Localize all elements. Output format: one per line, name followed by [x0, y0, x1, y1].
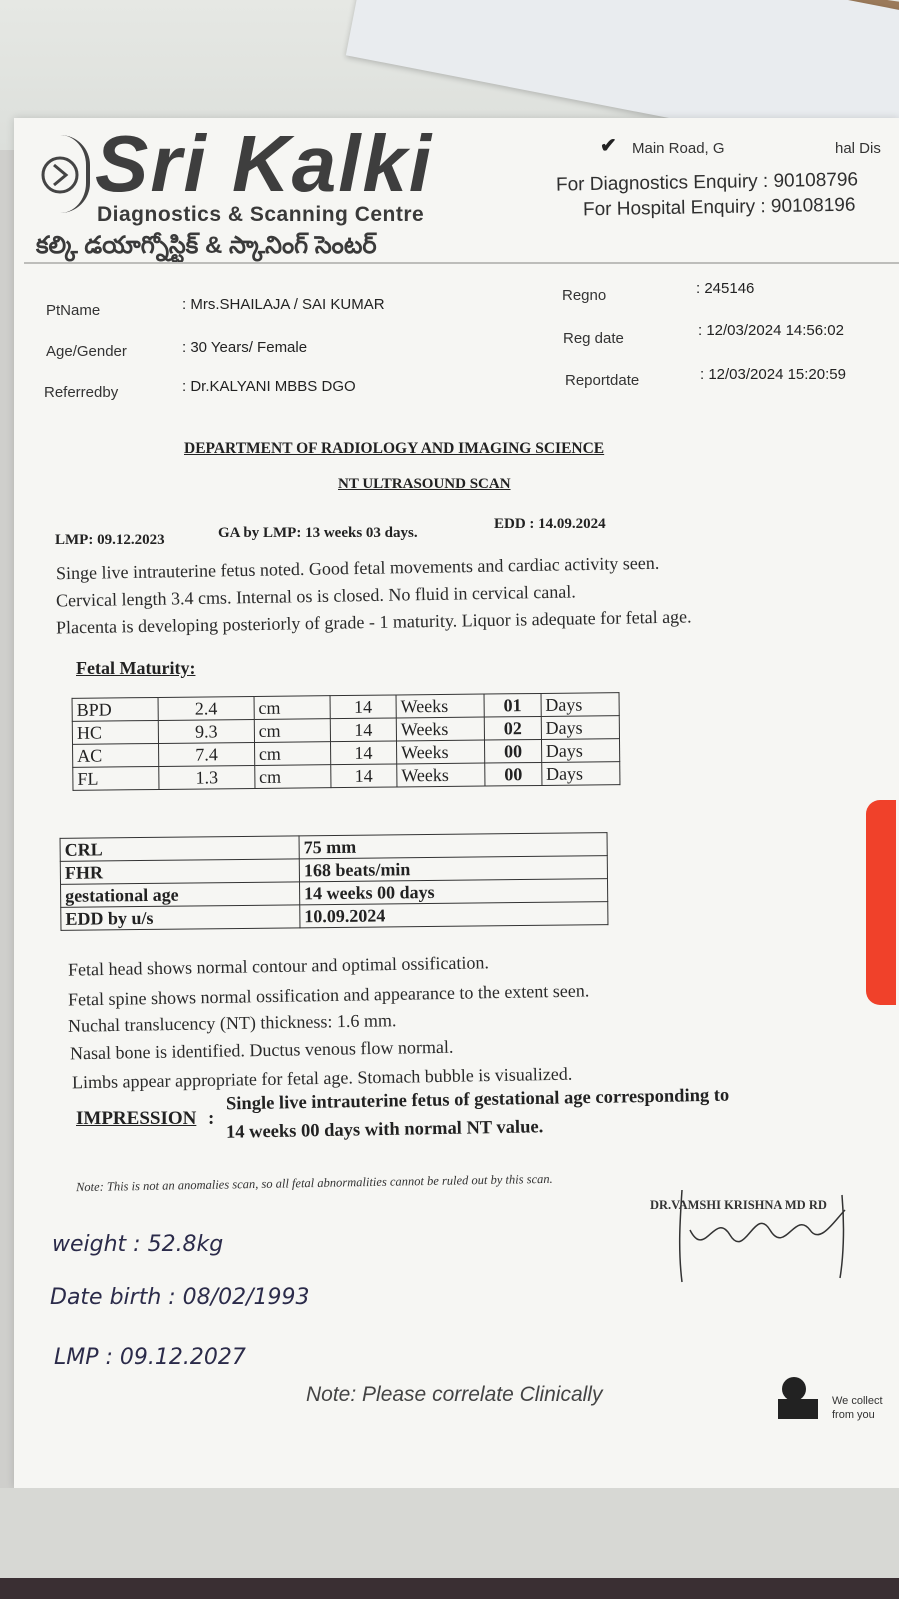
weeks-label-cell: Weeks	[397, 763, 486, 787]
impression-label: IMPRESSION	[76, 1108, 197, 1129]
age-value: : 30 Years/ Female	[182, 339, 308, 356]
brand-name: Sri Kalki	[95, 119, 434, 208]
disclaimer-note: Note: This is not an anomalies scan, so all fetal abnormalities cannot be ruled out by this scan.	[75, 1171, 553, 1195]
param-cell: HC	[72, 720, 158, 744]
department-title: DEPARTMENT OF RADIOLOGY AND IMAGING SCIENCE	[184, 440, 605, 457]
fetal-maturity-table	[72, 692, 621, 791]
collect-line-2: from you	[832, 1409, 875, 1421]
value-cell: 2.4	[158, 696, 254, 720]
biometry-table	[60, 832, 609, 931]
regdate-label: Reg date	[563, 330, 624, 347]
days-cell: 02	[485, 716, 542, 740]
days-cell: 01	[484, 693, 541, 717]
brand-logo-icon	[36, 135, 90, 213]
biometry-value: 75 mm	[299, 833, 607, 859]
observation-2: Fetal spine shows normal ossification and appearance to the extent seen.	[67, 980, 590, 1010]
weeks-cell: 14	[330, 718, 396, 742]
age-label: Age/Gender	[46, 343, 127, 360]
address-left: Main Road, G	[632, 140, 725, 157]
biometry-value: 14 weeks 00 days	[300, 879, 608, 905]
edd-value: EDD : 14.09.2024	[494, 516, 606, 532]
scan-title: NT ULTRASOUND SCAN	[338, 476, 511, 492]
address-right: hal Dis	[835, 140, 881, 157]
red-pen	[866, 800, 896, 1005]
days-cell: 00	[485, 762, 542, 786]
regno-label: Regno	[562, 287, 607, 304]
finding-1: Singe live intrauterine fetus noted. Good fetal movements and cardiac activity seen.	[55, 552, 660, 584]
reportdate-value: : 12/03/2024 15:20:59	[700, 366, 846, 383]
unit-cell: cm	[254, 742, 330, 766]
days-label-cell: Days	[541, 762, 620, 786]
fetal-maturity-title: Fetal Maturity:	[76, 658, 196, 678]
weeks-cell: 14	[330, 695, 396, 719]
unit-cell: cm	[254, 696, 330, 720]
location-pin-icon: ✔	[600, 135, 617, 157]
biometry-label: EDD by u/s	[61, 905, 300, 931]
weeks-cell: 14	[331, 764, 397, 788]
param-cell: FL	[73, 766, 159, 790]
referred-label: Referredby	[44, 384, 119, 401]
name-value: : Mrs.SHAILAJA / SAI KUMAR	[182, 296, 385, 313]
handwritten-weight: weight : 52.8kg	[52, 1232, 224, 1257]
biometry-value: 168 beats/min	[299, 856, 607, 882]
collection-logo-icon	[776, 1373, 826, 1423]
regdate-value: : 12/03/2024 14:56:02	[698, 322, 844, 339]
days-cell: 00	[485, 739, 542, 763]
days-label-cell: Days	[541, 716, 620, 740]
biometry-label: CRL	[60, 836, 299, 862]
hospital-enquiry: For Hospital Enquiry : 90108196	[582, 194, 856, 221]
value-cell: 1.3	[159, 765, 255, 789]
biometry-label: gestational age	[61, 882, 300, 908]
finding-2: Cervical length 3.4 cms. Internal os is closed. No fluid in cervical canal.	[55, 581, 576, 611]
biometry-value: 10.09.2024	[300, 902, 608, 928]
floor	[0, 1578, 899, 1599]
param-cell: AC	[73, 743, 159, 767]
weeks-label-cell: Weeks	[396, 740, 485, 764]
lmp-value: LMP: 09.12.2023	[55, 532, 165, 548]
name-label: PtName	[46, 302, 101, 319]
impression-colon: :	[208, 1108, 215, 1129]
impression-line-2: 14 weeks 00 days with normal NT value.	[225, 1117, 544, 1143]
handwritten-lmp: LMP : 09.12.2027	[54, 1345, 246, 1370]
weeks-label-cell: Weeks	[396, 717, 485, 741]
weeks-cell: 14	[330, 741, 396, 765]
impression-line-1: Single live intrauterine fetus of gestational age corresponding to	[225, 1085, 730, 1115]
param-cell: BPD	[72, 697, 158, 721]
value-cell: 9.3	[158, 719, 254, 743]
diagnostics-enquiry: For Diagnostics Enquiry : 90108796	[555, 169, 859, 196]
unit-cell: cm	[254, 765, 330, 789]
observation-1: Fetal head shows normal contour and optimal ossification.	[67, 952, 490, 980]
collect-line-1: We collect	[832, 1395, 883, 1407]
unit-cell: cm	[254, 719, 330, 743]
doctor-signature	[660, 1190, 860, 1290]
observation-5: Limbs appear appropriate for fetal age. Stomach bubble is visualized.	[71, 1063, 573, 1093]
observation-4: Nasal bone is identified. Ductus venous flow normal.	[69, 1036, 454, 1064]
days-label-cell: Days	[541, 693, 620, 717]
regno-value: : 245146	[696, 280, 755, 297]
ga-by-lmp: GA by LMP: 13 weeks 03 days.	[218, 525, 418, 541]
handwritten-dob: Date birth : 08/02/1993	[50, 1285, 310, 1310]
doctor-name: DR.VAMSHI KRISHNA MD RD	[650, 1198, 827, 1212]
header-divider	[24, 262, 899, 264]
biometry-label: FHR	[60, 859, 299, 885]
finding-3: Placenta is developing posteriorly of grade - 1 maturity. Liquor is adequate for fetal age.	[55, 606, 692, 638]
brand-subtitle: Diagnostics & Scanning Centre	[97, 203, 425, 226]
correlate-note: Note: Please correlate Clinically	[306, 1383, 603, 1406]
weeks-label-cell: Weeks	[396, 694, 485, 718]
collect-text	[832, 1394, 883, 1422]
brand-telugu: కల్కి డయాగ్నోస్టిక్ & స్కానింగ్ సెంటర్	[36, 232, 377, 259]
observation-3: Nuchal translucency (NT) thickness: 1.6 mm.	[67, 1010, 397, 1036]
value-cell: 7.4	[159, 742, 255, 766]
days-label-cell: Days	[541, 739, 620, 763]
reportdate-label: Reportdate	[565, 372, 640, 389]
referred-value: : Dr.KALYANI MBBS DGO	[182, 378, 356, 395]
